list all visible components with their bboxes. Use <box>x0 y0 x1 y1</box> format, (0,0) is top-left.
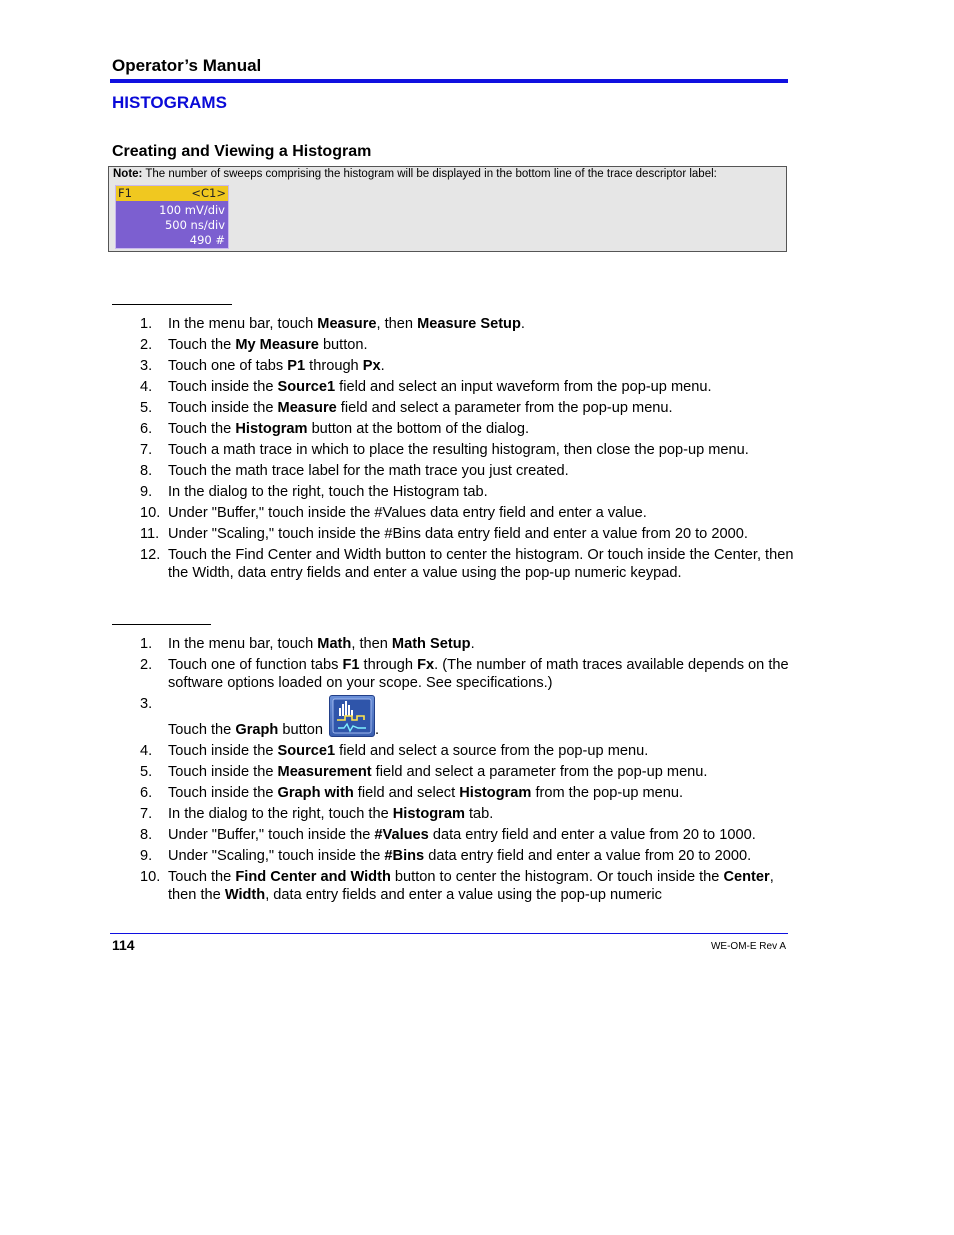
step-number: 3. <box>140 696 153 712</box>
list-item <box>112 336 796 354</box>
procedure2-steps <box>112 635 796 907</box>
list-item <box>112 357 796 375</box>
list-item <box>112 763 796 781</box>
step-number: 9. <box>140 848 153 864</box>
step-text: Touch inside the <box>168 400 278 416</box>
list-item <box>112 525 796 543</box>
list-item <box>112 656 796 692</box>
step-text: field and select a parameter from the pop-up menu. <box>336 400 673 416</box>
graph-button-icon[interactable] <box>329 695 375 737</box>
step-ui-term: F1 <box>342 657 360 673</box>
step-text: Touch the <box>168 722 236 738</box>
step-text: Touch inside the <box>168 379 278 395</box>
step-ui-term: #Values <box>374 827 429 843</box>
step-ui-term: Measurement <box>277 764 372 780</box>
header-rule <box>110 79 788 83</box>
step-ui-term: Width <box>224 887 266 903</box>
step-ui-term: Histogram <box>459 785 532 801</box>
step-number: 11. <box>140 526 160 542</box>
step-ui-term: P1 <box>287 358 306 374</box>
step-text: button. <box>318 337 368 353</box>
step-ui-term: Math <box>317 636 352 652</box>
step-text: field and select a parameter from the pop-up menu. <box>371 764 708 780</box>
step-number: 9. <box>140 484 153 500</box>
trace-vertical-scale: 100 mV/div <box>159 203 225 217</box>
step-text: Touch inside the <box>168 743 278 759</box>
step-text: , then the <box>168 869 774 903</box>
step-text: In the dialog to the right, touch the <box>168 806 393 822</box>
step-text: Touch the <box>168 421 236 437</box>
step-number: 8. <box>140 463 153 479</box>
step-text: Touch the <box>168 337 236 353</box>
step-text: , then <box>351 636 392 652</box>
step-number: 5. <box>140 764 153 780</box>
trace-name: F1 <box>118 186 132 200</box>
step-text: button to center the histogram. Or touch inside the <box>390 869 724 885</box>
trace-descriptor-label <box>115 185 229 249</box>
list-item <box>112 695 796 739</box>
list-item <box>112 826 796 844</box>
procedure2-heading-rule <box>112 624 211 625</box>
note-label: Note: <box>113 168 143 180</box>
step-text: through <box>359 657 418 673</box>
trace-sweep-count: 490 # <box>189 233 225 247</box>
step-ui-term: Measure Setup <box>417 316 521 332</box>
list-item <box>112 805 796 823</box>
step-text: . <box>380 358 385 374</box>
step-text: Touch inside the <box>168 785 278 801</box>
step-text: through <box>305 358 363 374</box>
step-text: Touch one of tabs <box>168 358 288 374</box>
step-number: 1. <box>140 316 153 332</box>
step-ui-term: Find Center and Width <box>235 869 391 885</box>
step-ui-term: Source1 <box>277 379 336 395</box>
step-ui-term: Histogram <box>235 421 308 437</box>
step-text: button at the bottom of the dialog. <box>307 421 530 437</box>
step-ui-term: Graph with <box>277 785 354 801</box>
step-number: 2. <box>140 337 153 353</box>
step-ui-term: My Measure <box>235 337 319 353</box>
step-ui-term: Measure <box>277 400 337 416</box>
step-ui-term: Source1 <box>277 743 336 759</box>
footer-rule <box>110 933 788 934</box>
step-text: In the dialog to the right, touch the Histogram tab. <box>168 484 488 500</box>
step-text: Touch a math trace in which to place the resulting histogram, then close the pop-up menu. <box>168 442 749 458</box>
step-text: Under "Buffer," touch inside the <box>168 827 375 843</box>
step-text: Touch the math trace label for the math trace you just created. <box>168 463 569 479</box>
step-text: . <box>470 636 475 652</box>
step-text: from the pop-up menu. <box>531 785 684 801</box>
list-item <box>112 462 796 480</box>
note-text <box>113 168 717 180</box>
step-ui-term: Math Setup <box>391 636 471 652</box>
step-text: . <box>375 722 380 738</box>
step-number: 5. <box>140 400 153 416</box>
list-item <box>112 784 796 802</box>
step-text: . <box>520 316 525 332</box>
list-item <box>112 399 796 417</box>
step-ui-term: Center <box>723 869 770 885</box>
list-item <box>112 378 796 396</box>
section-title: HISTOGRAMS <box>112 93 227 112</box>
procedure1-steps <box>112 315 796 585</box>
step-text: data entry field and enter a value from 20 to 2000. <box>424 848 752 864</box>
step-text: Under "Buffer," touch inside the #Values data entry field and enter a value. <box>168 505 647 521</box>
step-number: 6. <box>140 785 153 801</box>
step-text: field and select a source from the pop-up menu. <box>335 743 649 759</box>
step-text: field and select <box>353 785 460 801</box>
step-number: 12. <box>140 547 161 563</box>
list-item <box>112 315 796 333</box>
step-text: Under "Scaling," touch inside the <box>168 848 385 864</box>
trace-label-header <box>116 186 228 201</box>
step-text: tab. <box>464 806 494 822</box>
step-number: 1. <box>140 636 153 652</box>
step-number: 6. <box>140 421 153 437</box>
step-number: 4. <box>140 743 153 759</box>
step-number: 10. <box>140 869 161 885</box>
step-number: 4. <box>140 379 153 395</box>
note-box <box>108 166 787 252</box>
list-item <box>112 504 796 522</box>
trace-source: <C1> <box>191 186 226 200</box>
step-text: Touch the <box>168 869 236 885</box>
subsection-title: Creating and Viewing a Histogram <box>112 143 372 160</box>
step-ui-term: Px <box>362 358 381 374</box>
running-header: Operator’s Manual <box>112 56 262 75</box>
list-item <box>112 420 796 438</box>
step-number: 2. <box>140 657 153 673</box>
list-item <box>112 546 796 582</box>
trace-horizontal-scale: 500 ns/div <box>164 218 225 232</box>
step-ui-term: Fx <box>417 657 435 673</box>
step-ui-term: Graph <box>235 722 279 738</box>
step-ui-term: Measure <box>317 316 377 332</box>
list-item <box>112 742 796 760</box>
step-text: In the menu bar, touch <box>168 636 318 652</box>
list-item <box>112 635 796 653</box>
step-number: 3. <box>140 358 153 374</box>
step-text: , then <box>376 316 418 332</box>
step-text: Touch the Find Center and Width button to center the histogram. Or touch inside the Center, then the Width, data entry fields and enter a value using the pop-up numeric keypad. <box>168 547 794 581</box>
step-ui-term: #Bins <box>384 848 425 864</box>
step-text: In the menu bar, touch <box>168 316 318 332</box>
document-code: WE-OM-E Rev A <box>710 941 786 952</box>
list-item <box>112 483 796 501</box>
step-number: 10. <box>140 505 161 521</box>
step-text: . (The number of math traces available depends on the software options loaded on your scope. See specifications.) <box>168 657 789 691</box>
step-number: 7. <box>140 442 153 458</box>
step-number: 8. <box>140 827 153 843</box>
list-item <box>112 868 796 904</box>
step-ui-term: Histogram <box>392 806 465 822</box>
step-number: 7. <box>140 806 153 822</box>
step-text: field and select an input waveform from the pop-up menu. <box>335 379 712 395</box>
procedure1-heading-rule <box>112 304 232 305</box>
list-item <box>112 847 796 865</box>
step-text: Touch one of function tabs <box>168 657 343 673</box>
step-text: , data entry fields and enter a value using the pop-up numeric <box>265 887 662 903</box>
note-body: The number of sweeps comprising the histogram will be displayed in the bottom line of the trace descriptor label: <box>142 168 717 180</box>
step-text: button <box>278 722 328 738</box>
page-number: 114 <box>112 937 135 953</box>
step-text: Touch inside the <box>168 764 278 780</box>
list-item <box>112 441 796 459</box>
step-text: data entry field and enter a value from 20 to 1000. <box>428 827 756 843</box>
step-text: Under "Scaling," touch inside the #Bins data entry field and enter a value from 20 to 2000. <box>168 526 748 542</box>
